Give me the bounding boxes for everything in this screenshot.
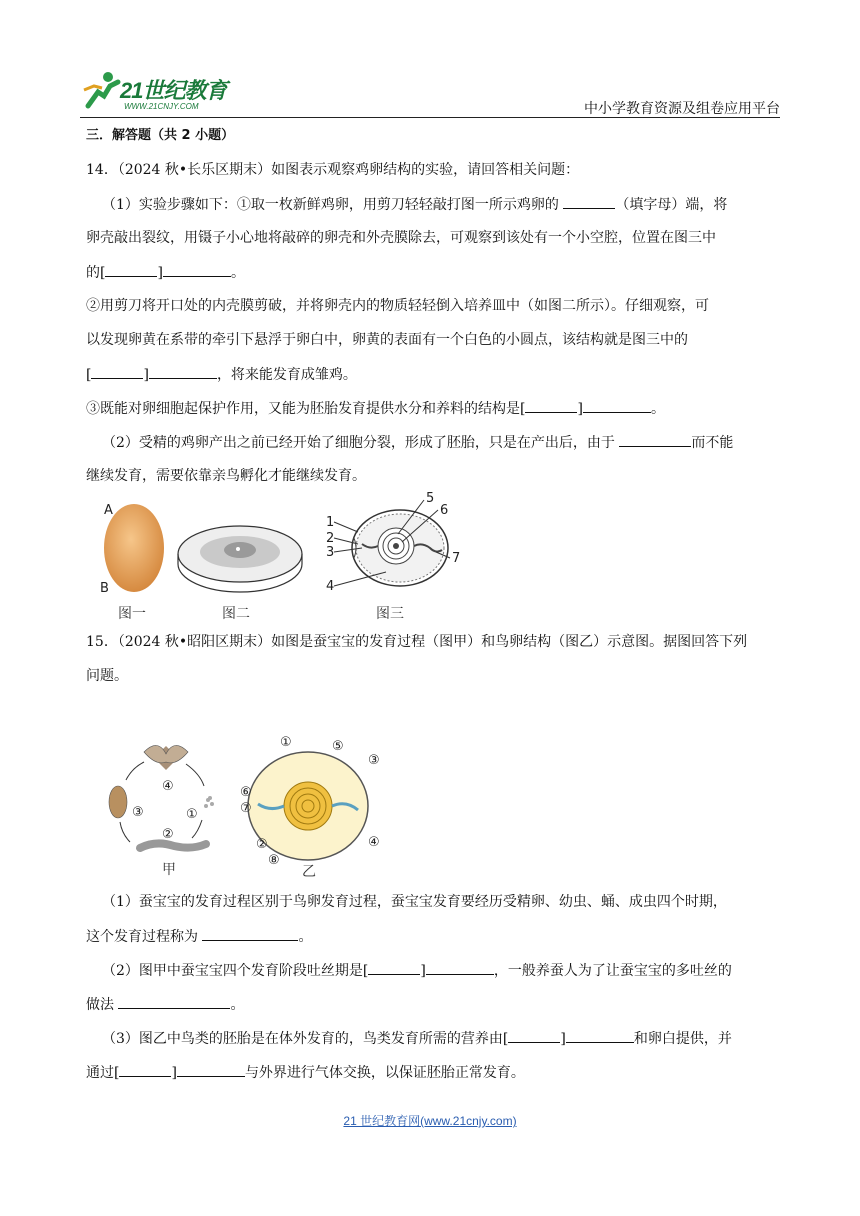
q14-step2-line2: 以发现卵黄在系带的牵引下悬浮于卵白中，卵黄的表面有一个白色的小圆点，该结构就是图三中的 <box>86 332 688 348</box>
stage-2-label: ② <box>162 827 174 842</box>
yolk <box>224 542 256 558</box>
answer-blank[interactable] <box>426 960 494 975</box>
answer-blank[interactable] <box>119 1062 171 1077</box>
section-title: 三．解答题（共 2 小题） <box>86 128 235 143</box>
header-divider <box>80 117 780 118</box>
q15-part3-line2: 通过[ ] 与外界进行气体交换，以保证胚胎正常发育。 <box>86 1062 525 1083</box>
answer-blank[interactable] <box>508 1028 560 1043</box>
q15-stem-line2: 问题。 <box>86 668 128 684</box>
runner-logo-icon <box>80 70 122 110</box>
footer-link[interactable]: 21 世纪教育网(www.21cnjy.com) <box>343 1114 517 1128</box>
larva-image <box>140 843 206 848</box>
answer-blank[interactable] <box>563 194 615 209</box>
answer-blank[interactable] <box>118 994 230 1009</box>
q14-part2-line2: 继续发育，需要依靠亲鸟孵化才能继续发育。 <box>86 468 366 484</box>
figure3-caption: 图三 <box>376 606 404 622</box>
egg-label-5: ⑤ <box>332 739 344 754</box>
label-5: 5 <box>426 492 435 506</box>
egg-label-8: ⑧ <box>268 853 280 868</box>
egg-label-6: ⑥ <box>240 785 252 800</box>
q15-part3-line1: （3）图乙中鸟类的胚胎是在体外发育的，鸟类发育所需的营养由[ ] 和卵白提供，并 <box>102 1028 732 1049</box>
answer-blank[interactable] <box>202 926 298 941</box>
stage-3-label: ③ <box>132 805 144 820</box>
answer-blank[interactable] <box>619 432 691 447</box>
logo-subtext: WWW.21CNJY.COM <box>124 102 199 111</box>
q15-part1-line1: （1）蚕宝宝的发育过程区别于鸟卵发育过程，蚕宝宝发育要经历受精卵、幼虫、蛹、成虫四个时期， <box>102 894 727 910</box>
label-4: 4 <box>326 579 335 594</box>
figure1-caption: 图一 <box>118 606 146 622</box>
egg-image <box>104 504 164 592</box>
q14-stem: 14．（2024 秋•长乐区期末）如图表示观察鸡卵结构的实验，请回答相关问题： <box>86 162 580 178</box>
logo-text: 21世纪教育 <box>120 78 227 103</box>
answer-blank[interactable] <box>177 1062 245 1077</box>
q14-part2-line1: （2）受精的鸡卵产出之前已经开始了细胞分裂，形成了胚胎，只是在产出后，由于 而不能 <box>102 432 733 453</box>
stage-4-label: ④ <box>162 779 174 794</box>
q15-figure <box>96 730 396 880</box>
figure-jia-caption: 甲 <box>162 862 176 878</box>
answer-blank[interactable] <box>368 960 420 975</box>
q15-part1-line2: 这个发育过程称为 。 <box>86 926 312 947</box>
q14-figure <box>96 492 476 622</box>
label-1: 1 <box>326 515 335 530</box>
egg-label-2: ② <box>256 837 268 852</box>
label-2: 2 <box>326 531 335 546</box>
q14-step2-line3: [ ] ，将来能发育成雏鸡。 <box>86 364 357 385</box>
platform-name: 中小学教育资源及组卷应用平台 <box>584 100 780 116</box>
q15-part2-line2: 做法 。 <box>86 994 244 1015</box>
figure2-caption: 图二 <box>222 606 250 622</box>
answer-blank[interactable] <box>163 262 231 277</box>
answer-blank[interactable] <box>105 262 157 277</box>
site-logo <box>80 68 250 114</box>
q14-step3: ③既能对卵细胞起保护作用，又能为胚胎发育提供水分和养料的结构是[ ] 。 <box>86 398 665 419</box>
egg-label-3: ③ <box>368 753 380 768</box>
cocoon-image <box>109 786 127 818</box>
answer-blank[interactable] <box>583 398 651 413</box>
q15-part2-line1: （2）图甲中蚕宝宝四个发育阶段吐丝期是[ ] ，一般养蚕人为了让蚕宝宝的多吐丝的 <box>102 960 732 981</box>
egg-label-7: ⑦ <box>240 801 252 816</box>
label-7: 7 <box>452 551 461 566</box>
stage-1-label: ① <box>186 807 198 822</box>
answer-blank[interactable] <box>566 1028 634 1043</box>
q15-stem-line1: 15．（2024 秋•昭阳区期末）如图是蚕宝宝的发育过程（图甲）和鸟卵结构（图乙）示意图。据图回答下列 <box>86 634 748 650</box>
egg-label-4: ④ <box>368 835 380 850</box>
q14-part1-line2: 卵壳敲出裂纹，用镊子小心地将敲碎的卵壳和外壳膜除去，可观察到该处有一个小空腔，位置在图三中 <box>86 230 716 246</box>
eggs-image <box>204 796 214 808</box>
label-6: 6 <box>440 503 449 518</box>
label-3: 3 <box>326 545 335 560</box>
answer-blank[interactable] <box>91 364 143 379</box>
q14-part1-line1: （1）实验步骤如下：①取一枚新鲜鸡卵，用剪刀轻轻敲打图一所示鸡卵的 （填字母）端，将 <box>102 194 727 215</box>
page-header <box>80 68 780 118</box>
answer-blank[interactable] <box>149 364 217 379</box>
q14-step2-line1: ②用剪刀将开口处的内壳膜剪破，并将卵壳内的物质轻轻倒入培养皿中（如图二所示）。仔细观察，可 <box>86 298 709 314</box>
egg-label-1: ① <box>280 735 292 750</box>
egg-end-b-label: B <box>100 581 109 596</box>
figure-yi-caption: 乙 <box>302 864 316 880</box>
answer-blank[interactable] <box>525 398 577 413</box>
q14-part1-line3: 的[ ] 。 <box>86 262 245 283</box>
egg-end-a-label: A <box>104 503 113 518</box>
